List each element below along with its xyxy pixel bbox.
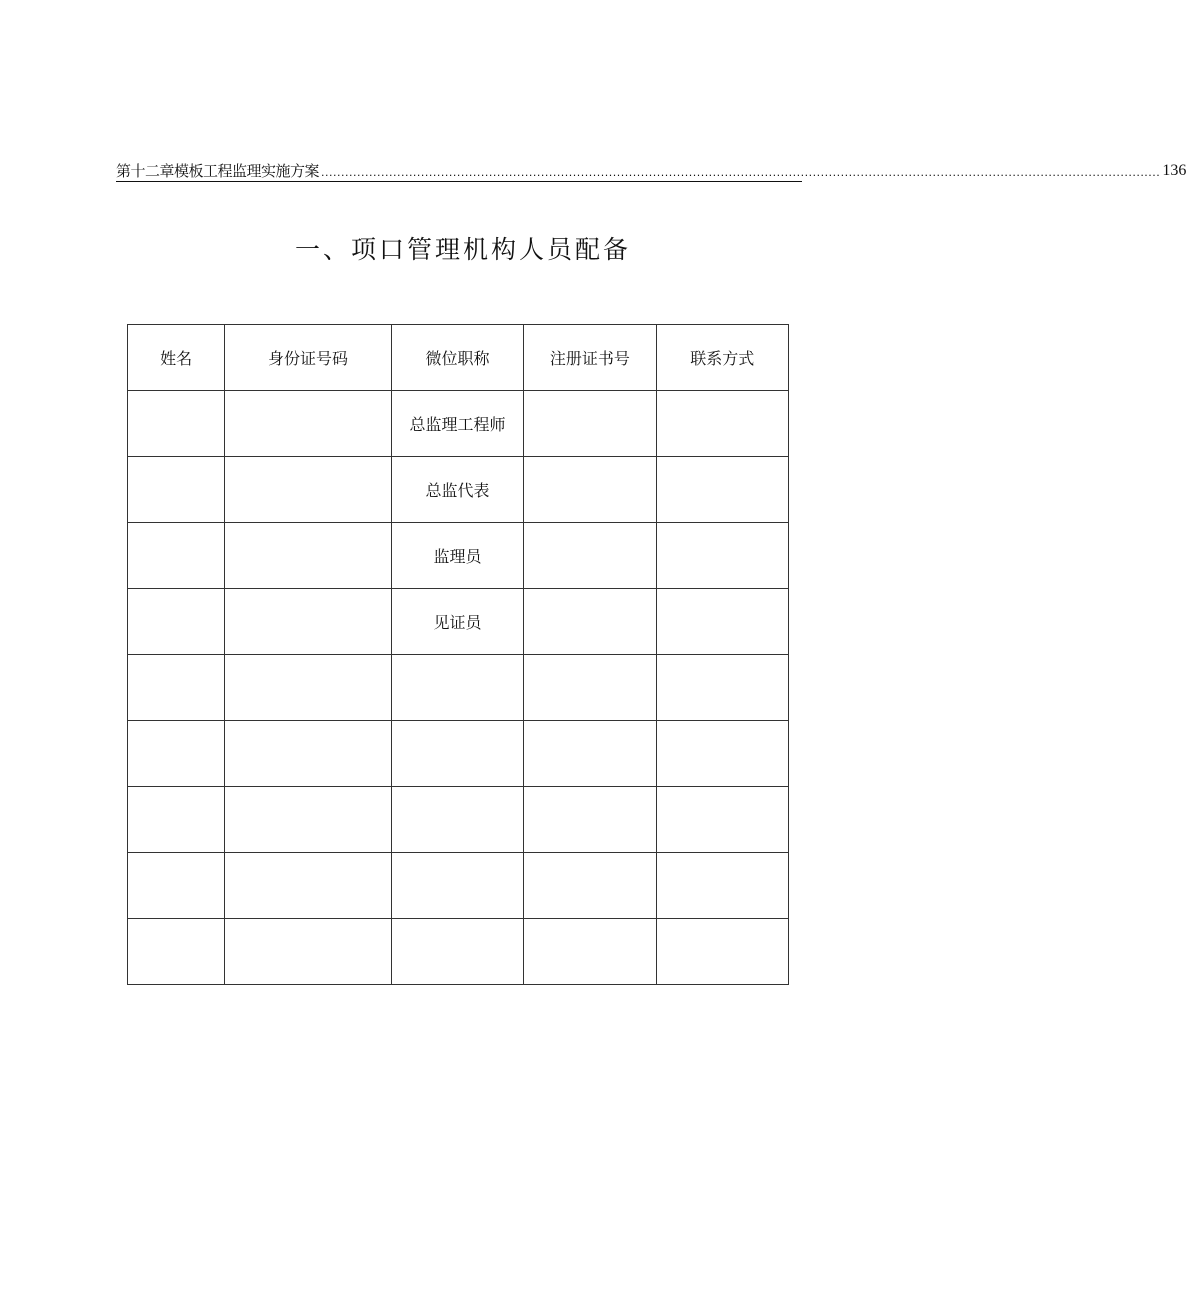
cell-id-number[interactable]	[225, 919, 392, 985]
cell-id-number[interactable]	[225, 655, 392, 721]
cell-cert-number[interactable]	[524, 853, 656, 919]
cell-name[interactable]	[128, 721, 225, 787]
cell-contact[interactable]	[656, 589, 788, 655]
cell-position: 见证员	[391, 589, 523, 655]
cell-contact[interactable]	[656, 919, 788, 985]
cell-position[interactable]	[391, 919, 523, 985]
section-heading: 一、项口管理机构人员配备	[294, 235, 631, 264]
table-row	[128, 589, 789, 655]
cell-position[interactable]	[391, 655, 523, 721]
table-header-row	[128, 325, 789, 391]
cell-cert-number[interactable]	[524, 655, 656, 721]
cell-id-number[interactable]	[225, 523, 392, 589]
table-row	[128, 457, 789, 523]
cell-name[interactable]	[128, 457, 225, 523]
toc-entry-title: 第十二章模板工程监理实施方案	[116, 162, 320, 180]
cell-cert-number[interactable]	[524, 523, 656, 589]
table-row	[128, 919, 789, 985]
cell-id-number[interactable]	[225, 721, 392, 787]
toc-entry[interactable]	[116, 162, 1187, 182]
table-row	[128, 523, 789, 589]
cell-contact[interactable]	[656, 787, 788, 853]
cell-contact[interactable]	[656, 655, 788, 721]
cell-cert-number[interactable]	[524, 457, 656, 523]
cell-contact[interactable]	[656, 523, 788, 589]
cell-contact[interactable]	[656, 457, 788, 523]
cell-cert-number[interactable]	[524, 391, 656, 457]
cell-cert-number[interactable]	[524, 589, 656, 655]
table-row	[128, 391, 789, 457]
cell-id-number[interactable]	[225, 589, 392, 655]
header-contact: 联系方式	[656, 325, 788, 391]
cell-position: 总监代表	[391, 457, 523, 523]
cell-name[interactable]	[128, 523, 225, 589]
cell-position: 总监理工程师	[391, 391, 523, 457]
cell-name[interactable]	[128, 589, 225, 655]
table-row	[128, 853, 789, 919]
header-cert-number: 注册证书号	[524, 325, 656, 391]
cell-contact[interactable]	[656, 853, 788, 919]
toc-page-number: 136	[1162, 162, 1187, 179]
cell-id-number[interactable]	[225, 391, 392, 457]
cell-cert-number[interactable]	[524, 919, 656, 985]
table-row	[128, 787, 789, 853]
header-id-number: 身份证号码	[225, 325, 392, 391]
header-position: 微位职称	[391, 325, 523, 391]
cell-name[interactable]	[128, 919, 225, 985]
cell-id-number[interactable]	[225, 787, 392, 853]
staff-table	[127, 324, 789, 985]
cell-id-number[interactable]	[225, 853, 392, 919]
cell-name[interactable]	[128, 655, 225, 721]
cell-cert-number[interactable]	[524, 721, 656, 787]
cell-name[interactable]	[128, 787, 225, 853]
table-row	[128, 721, 789, 787]
cell-id-number[interactable]	[225, 457, 392, 523]
cell-position[interactable]	[391, 721, 523, 787]
header-name: 姓名	[128, 325, 225, 391]
cell-cert-number[interactable]	[524, 787, 656, 853]
table-row	[128, 655, 789, 721]
cell-contact[interactable]	[656, 391, 788, 457]
cell-contact[interactable]	[656, 721, 788, 787]
cell-position[interactable]	[391, 853, 523, 919]
toc-leader-dots: ..................................................................................................................................................................................................................	[321, 166, 1161, 179]
cell-name[interactable]	[128, 853, 225, 919]
cell-position: 监理员	[391, 523, 523, 589]
cell-name[interactable]	[128, 391, 225, 457]
cell-position[interactable]	[391, 787, 523, 853]
